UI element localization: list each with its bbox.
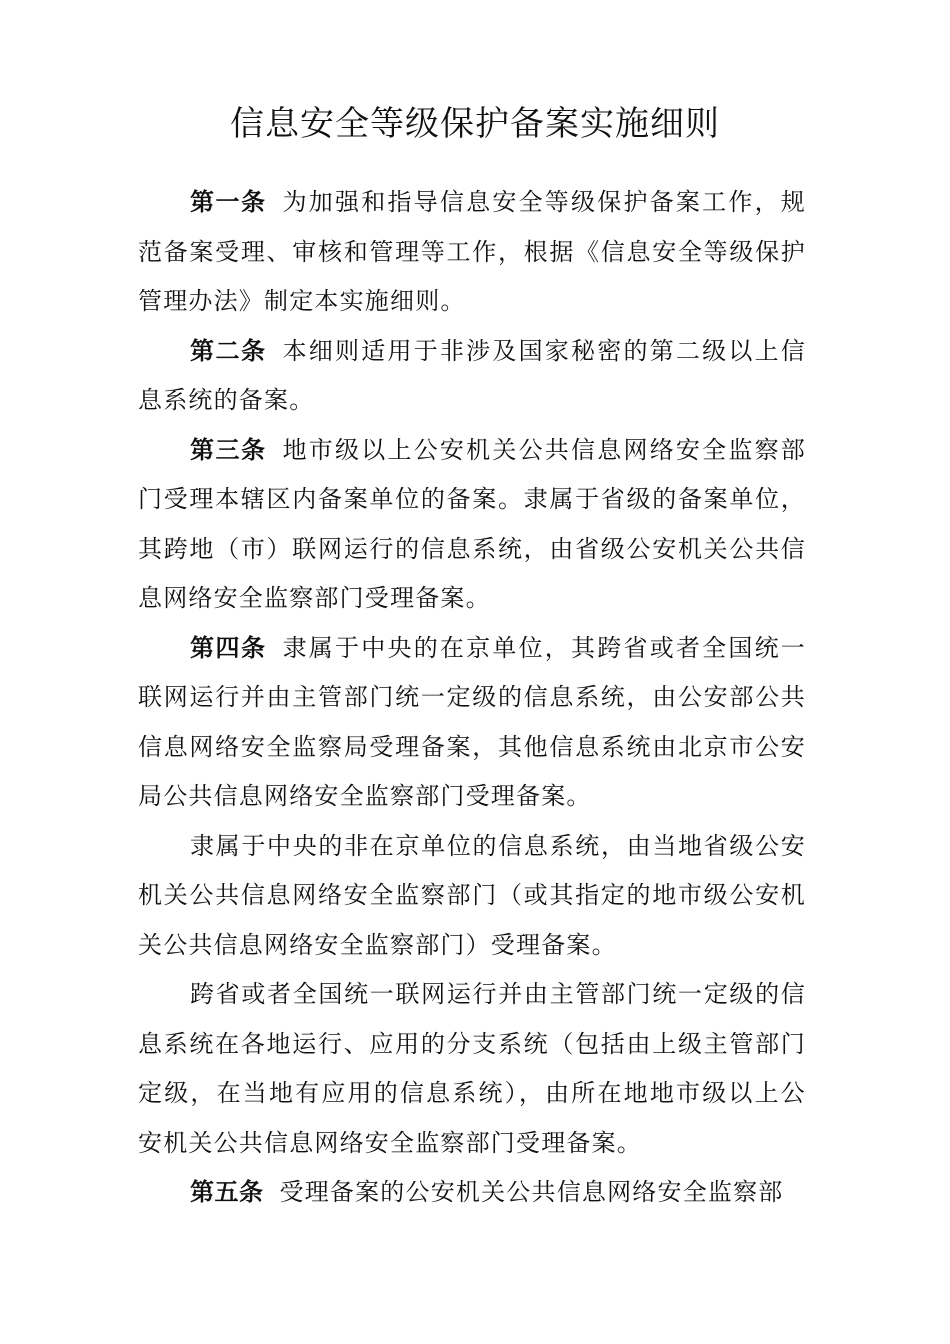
paragraph-text: 跨省或者全国统一联网运行并由主管部门统一定级的信息系统在各地运行、应用的分支系统（包括由上级主管部门定级，在当地有应用的信息系统），由所在地地市级以上公安机关公共信息网络安全监察部门受理备案。 [138, 980, 806, 1157]
paragraph-text: 隶属于中央的非在京单位的信息系统，由当地省级公安机关公共信息网络安全监察部门（或其指定的地市级公安机关公共信息网络安全监察部门）受理备案。 [138, 831, 806, 959]
article-label: 第五条 [190, 1178, 264, 1206]
article-5 [138, 1168, 806, 1218]
article-label: 第四条 [190, 633, 267, 662]
article-2 [138, 327, 806, 426]
article-4-paragraph-3 [138, 970, 806, 1168]
article-label: 第二条 [190, 336, 267, 365]
article-4-paragraph-2 [138, 822, 806, 971]
article-4 [138, 624, 806, 822]
article-text: 地市级以上公安机关公共信息网络安全监察部门受理本辖区内备案单位的备案。隶属于省级的备案单位，其跨地（市）联网运行的信息系统，由省级公安机关公共信息网络安全监察部门受理备案。 [138, 435, 807, 612]
article-text: 隶属于中央的在京单位，其跨省或者全国统一联网运行并由主管部门统一定级的信息系统，由公安部公共信息网络安全监察局受理备案，其他信息系统由北京市公安局公共信息网络安全监察部门受理备案。 [138, 633, 807, 810]
document-body [138, 178, 806, 1218]
document-title: 信息安全等级保护备案实施细则 [230, 104, 720, 144]
article-text: 本细则适用于非涉及国家秘密的第二级以上信息系统的备案。 [138, 336, 807, 414]
article-3 [138, 426, 806, 624]
article-label: 第一条 [190, 188, 267, 216]
article-text: 受理备案的公安机关公共信息网络安全监察部 [279, 1178, 784, 1206]
article-1 [138, 178, 806, 327]
article-text: 为加强和指导信息安全等级保护备案工作，规范备案受理、审核和管理等工作，根据《信息安全等级保护管理办法》制定本实施细则。 [138, 188, 807, 315]
article-label: 第三条 [190, 435, 267, 464]
